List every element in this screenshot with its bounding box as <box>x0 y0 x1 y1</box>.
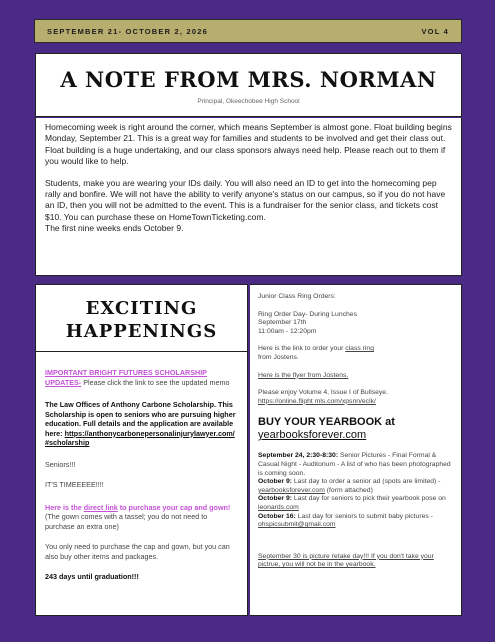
banner-volume: VOL 4 <box>421 26 449 36</box>
carbone-scholarship-text: The Law Offices of Anthony Carbone Scholarship. This Scholarship is open to seniors who are pursuing higher education. Full details and the application are available here: <box>45 400 236 438</box>
class-ring-link[interactable]: class ring <box>345 345 374 353</box>
cap-gown-suffix: to purchase your cap and gown! <box>117 502 231 512</box>
graduation-countdown: 243 days until graduation!!! <box>45 572 139 581</box>
happenings-title-line2: HAPPENINGS <box>65 321 218 342</box>
jostens-flyer-link[interactable]: Here is the flyer from Jostens. <box>258 371 349 379</box>
happenings-title-line1: EXCITING <box>85 298 198 319</box>
ring-day: Ring Order Day- During Lunches <box>258 310 357 318</box>
leonards-link[interactable]: leonards.com <box>258 503 299 511</box>
event-baby-pictures-date: October 16: <box>258 512 296 520</box>
cap-gown-prefix: Here is the <box>45 502 84 512</box>
ring-yearbook-column <box>250 284 462 616</box>
yearbook-url-link[interactable]: yearbooksforever.com <box>258 429 367 442</box>
happenings-divider <box>36 351 247 352</box>
carbone-scholarship <box>45 400 238 448</box>
event-senior-ad-text: Last day to order a senior ad (spots are limited) - <box>292 478 441 486</box>
cap-gown-info <box>45 503 238 532</box>
event-senior-ad <box>258 478 453 495</box>
banner-dates: SEPTEMBER 21- OCTOBER 2, 2026 <box>47 26 208 36</box>
scholarship-update <box>45 368 238 387</box>
note-body <box>35 118 462 276</box>
scholarship-update-link[interactable]: IMPORTANT BRIGHT FUTURES SCHOLARSHIP UPDATES- <box>45 368 207 387</box>
happenings-title <box>36 297 247 343</box>
cap-gown-more: You only need to purchase the cap and gown, but you can also buy other items and packages. <box>45 542 230 561</box>
timeeee-callout: IT'S TIMEEEEE!!!! <box>45 480 104 489</box>
note-paragraph-3: The first nine weeks ends October 9. <box>45 223 184 234</box>
happenings-column <box>35 284 248 616</box>
event-yearbook-pose-text: Last day for seniors to pick their yearbook pose on <box>292 495 446 503</box>
note-paragraph-2: Students, make you are wearing your IDs daily. You will also need an ID to get into the homecoming pep rally and bonfire. We will not have the ability to verify anyone's status on our campus, so if you do not have an ID, then you will not be admitted to the event. This is a fundraiser for the senior class, and tickets cost $10. You can purchase these on HomeTownTicketing.com. <box>45 177 446 222</box>
ring-heading: Junior Class Ring Orders: <box>258 293 336 300</box>
event-senior-pictures <box>258 452 453 478</box>
event-baby-pictures-text: Last day for seniors to submit baby pictures - <box>295 512 433 520</box>
event-senior-pictures-date: September 24, 2:30-8:30: <box>258 452 339 460</box>
seniors-callout: Seniors!!! <box>45 459 76 469</box>
senior-ad-link[interactable]: yearbooksforever.com <box>258 486 325 494</box>
ring-date: September 17th <box>258 319 307 327</box>
event-senior-pictures-text: Senior Pictures - Final Formal & Casual Night - Auditorium - A list of who has been photographed is coming soon. <box>258 452 451 477</box>
retake-day-notice: September 30 is picture retake day!!! If you don't take your pictrue, you will not be in the yearbook. <box>258 552 434 569</box>
event-baby-pictures <box>258 513 453 530</box>
newsletter-banner <box>34 19 462 43</box>
note-paragraph-1: Homecoming week is right around the corner, which means September is almost gone. Float building begins Monday, September 21. This is a great way for families and students to be involved and get their class out. Float building is a huge undertaking, and our class sponsors always need help. Please reach out to them if you would like to help. <box>45 122 452 167</box>
cap-gown-link[interactable]: direct link <box>83 502 118 512</box>
scholarship-update-text: Please click the link to see the updated memo <box>81 377 230 387</box>
ring-order-info <box>258 345 453 362</box>
pic-submit-email-link[interactable]: ohspicsubmit@gmail.com <box>258 521 336 529</box>
ring-time: 11:00am - 12:20pm <box>258 327 317 335</box>
bullseye-text: Please enjoy Volume 4, Issue I of Bullseye. <box>258 389 388 397</box>
note-header <box>35 53 462 117</box>
bullseye-link[interactable]: https://online.flipht mls.com/xpsnn/eclk/ <box>258 397 376 405</box>
cap-gown-note: (The gown comes with a tassel; you do not need to purchase an extra one) <box>45 512 208 531</box>
event-yearbook-pose <box>258 495 453 512</box>
event-senior-ad-date: October 9: <box>258 478 292 486</box>
event-senior-ad-form: (form attached) <box>324 486 373 494</box>
ring-link-prefix: Here is the link to order your <box>258 345 346 353</box>
note-title: A NOTE FROM MRS. NORMAN <box>60 67 437 92</box>
carbone-scholarship-link[interactable]: https://anthonycarbonepersonalinjurylawyer.com/#scholarship <box>45 428 235 447</box>
note-subtitle: Principal, Okeechobee High School <box>197 98 300 105</box>
ring-link-suffix: from Jostens. <box>258 353 299 361</box>
event-yearbook-pose-date: October 9: <box>258 495 292 503</box>
yearbook-heading: BUY YOUR YEARBOOK at <box>258 416 395 429</box>
